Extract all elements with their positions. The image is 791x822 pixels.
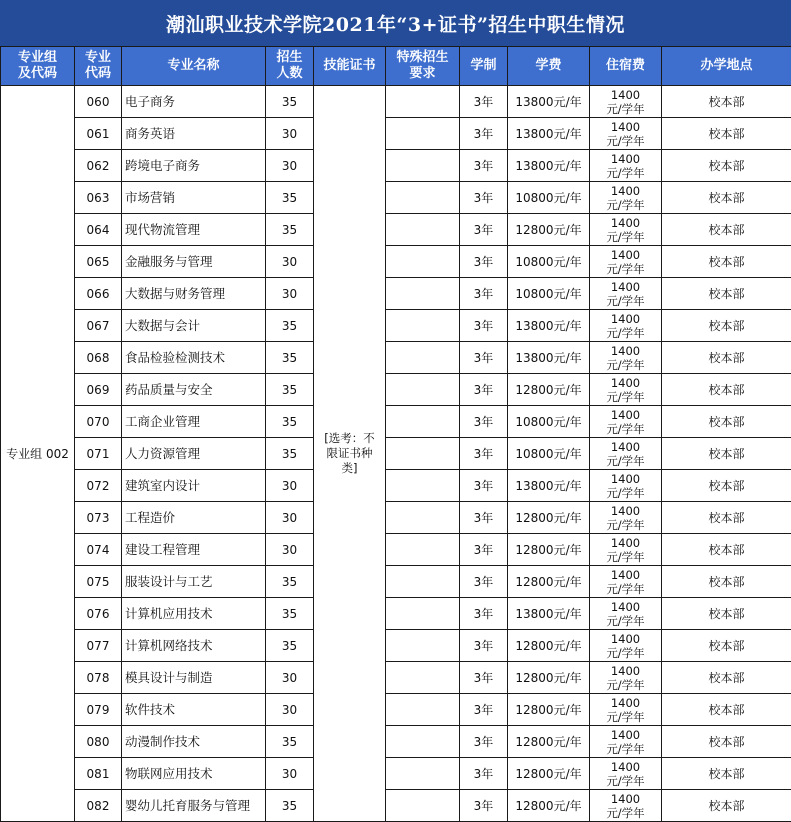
lodging-cell <box>590 470 662 502</box>
lodging-text-line: 元/学年 <box>606 678 644 692</box>
tuition-cell: 12800元/年 <box>508 374 590 406</box>
lodging-text-line: 元/学年 <box>606 774 644 788</box>
table-row <box>1 214 791 246</box>
table-row <box>1 694 791 726</box>
major-name-cell: 计算机应用技术 <box>122 598 266 630</box>
major-name-cell: 商务英语 <box>122 118 266 150</box>
lodging-text-line: 元/学年 <box>606 166 644 180</box>
table-row <box>1 278 791 310</box>
quota-cell: 30 <box>266 758 314 790</box>
code-cell: 077 <box>75 630 122 662</box>
major-name-cell: 服装设计与工艺 <box>122 566 266 598</box>
lodging-cell <box>590 630 662 662</box>
major-name-cell: 大数据与财务管理 <box>122 278 266 310</box>
location-cell: 校本部 <box>662 598 791 630</box>
tuition-cell: 12800元/年 <box>508 694 590 726</box>
lodging-cell <box>590 118 662 150</box>
tuition-cell: 12800元/年 <box>508 630 590 662</box>
lodging-cell <box>590 726 662 758</box>
cert-text-line: 限证书种 <box>327 446 373 460</box>
tuition-cell: 10800元/年 <box>508 182 590 214</box>
lodging-text-line: 1400 <box>611 440 640 454</box>
major-name-cell: 食品检验检测技术 <box>122 342 266 374</box>
lodging-cell <box>590 246 662 278</box>
lodging-cell <box>590 86 662 118</box>
lodging-text-line: 1400 <box>611 472 640 486</box>
location-cell: 校本部 <box>662 246 791 278</box>
code-cell: 080 <box>75 726 122 758</box>
special-cell <box>386 278 460 310</box>
quota-cell: 30 <box>266 470 314 502</box>
lodging-cell <box>590 566 662 598</box>
tuition-cell: 13800元/年 <box>508 150 590 182</box>
duration-cell: 3年 <box>460 246 508 278</box>
duration-cell: 3年 <box>460 374 508 406</box>
location-cell: 校本部 <box>662 630 791 662</box>
enrollment-table <box>0 46 791 822</box>
lodging-cell <box>590 502 662 534</box>
header-tuition: 学费 <box>508 47 590 86</box>
lodging-text-line: 元/学年 <box>606 230 644 244</box>
duration-cell: 3年 <box>460 182 508 214</box>
lodging-text-line: 1400 <box>611 728 640 742</box>
duration-cell: 3年 <box>460 694 508 726</box>
code-cell: 074 <box>75 534 122 566</box>
tuition-cell: 13800元/年 <box>508 470 590 502</box>
table-row <box>1 630 791 662</box>
major-name-cell: 建筑室内设计 <box>122 470 266 502</box>
major-name-cell: 大数据与会计 <box>122 310 266 342</box>
lodging-text-line: 1400 <box>611 792 640 806</box>
table-row <box>1 598 791 630</box>
lodging-cell <box>590 214 662 246</box>
quota-cell: 30 <box>266 662 314 694</box>
special-cell <box>386 246 460 278</box>
special-cell <box>386 86 460 118</box>
lodging-text-line: 元/学年 <box>606 582 644 596</box>
major-name-cell: 跨境电子商务 <box>122 150 266 182</box>
tuition-cell: 10800元/年 <box>508 438 590 470</box>
duration-cell: 3年 <box>460 150 508 182</box>
major-name-cell: 模具设计与制造 <box>122 662 266 694</box>
quota-cell: 35 <box>266 214 314 246</box>
table-row <box>1 534 791 566</box>
code-cell: 064 <box>75 214 122 246</box>
duration-cell: 3年 <box>460 118 508 150</box>
lodging-cell <box>590 374 662 406</box>
tuition-cell: 12800元/年 <box>508 790 590 822</box>
location-cell: 校本部 <box>662 534 791 566</box>
cert-cell <box>314 86 386 822</box>
duration-cell: 3年 <box>460 406 508 438</box>
major-name-cell: 工商企业管理 <box>122 406 266 438</box>
location-cell: 校本部 <box>662 214 791 246</box>
quota-cell: 30 <box>266 694 314 726</box>
code-cell: 082 <box>75 790 122 822</box>
lodging-text-line: 1400 <box>611 568 640 582</box>
lodging-text-line: 1400 <box>611 216 640 230</box>
lodging-cell <box>590 182 662 214</box>
special-cell <box>386 758 460 790</box>
lodging-text-line: 元/学年 <box>606 422 644 436</box>
lodging-text-line: 元/学年 <box>606 358 644 372</box>
location-cell: 校本部 <box>662 470 791 502</box>
lodging-text-line: 元/学年 <box>606 518 644 532</box>
duration-cell: 3年 <box>460 214 508 246</box>
table-row <box>1 310 791 342</box>
tuition-cell: 13800元/年 <box>508 342 590 374</box>
tuition-cell: 13800元/年 <box>508 598 590 630</box>
quota-cell: 35 <box>266 630 314 662</box>
table-row <box>1 438 791 470</box>
table-row <box>1 246 791 278</box>
special-cell <box>386 118 460 150</box>
special-cell <box>386 502 460 534</box>
duration-cell: 3年 <box>460 470 508 502</box>
major-name-cell: 现代物流管理 <box>122 214 266 246</box>
location-cell: 校本部 <box>662 662 791 694</box>
lodging-cell <box>590 342 662 374</box>
location-cell: 校本部 <box>662 758 791 790</box>
tuition-cell: 12800元/年 <box>508 534 590 566</box>
duration-cell: 3年 <box>460 630 508 662</box>
lodging-text-line: 1400 <box>611 280 640 294</box>
table-body <box>1 86 791 822</box>
group-cell: 专业组 002 <box>1 86 75 822</box>
quota-cell: 35 <box>266 374 314 406</box>
code-cell: 075 <box>75 566 122 598</box>
header-code: 专业 代码 <box>75 47 122 86</box>
quota-cell: 35 <box>266 790 314 822</box>
lodging-text-line: 元/学年 <box>606 806 644 820</box>
quota-cell: 35 <box>266 438 314 470</box>
code-cell: 069 <box>75 374 122 406</box>
major-name-cell: 婴幼儿托育服务与管理 <box>122 790 266 822</box>
special-cell <box>386 438 460 470</box>
lodging-text-line: 元/学年 <box>606 742 644 756</box>
major-name-cell: 市场营销 <box>122 182 266 214</box>
special-cell <box>386 214 460 246</box>
table-row <box>1 470 791 502</box>
header-location: 办学地点 <box>662 47 791 86</box>
table-row <box>1 182 791 214</box>
duration-cell: 3年 <box>460 726 508 758</box>
duration-cell: 3年 <box>460 438 508 470</box>
special-cell <box>386 534 460 566</box>
major-name-cell: 工程造价 <box>122 502 266 534</box>
lodging-cell <box>590 310 662 342</box>
major-name-cell: 动漫制作技术 <box>122 726 266 758</box>
table-row <box>1 726 791 758</box>
page-title: 潮汕职业技术学院2021年“3+证书”招生中职生情况 <box>0 0 791 46</box>
quota-cell: 30 <box>266 502 314 534</box>
table-row <box>1 502 791 534</box>
code-cell: 076 <box>75 598 122 630</box>
location-cell: 校本部 <box>662 374 791 406</box>
location-cell: 校本部 <box>662 86 791 118</box>
special-cell <box>386 470 460 502</box>
code-cell: 073 <box>75 502 122 534</box>
lodging-text-line: 元/学年 <box>606 550 644 564</box>
cert-text-line: 类] <box>342 461 358 475</box>
lodging-text-line: 元/学年 <box>606 294 644 308</box>
location-cell: 校本部 <box>662 726 791 758</box>
header-row <box>1 47 791 86</box>
lodging-cell <box>590 662 662 694</box>
tuition-cell: 12800元/年 <box>508 662 590 694</box>
lodging-text-line: 元/学年 <box>606 102 644 116</box>
major-name-cell: 物联网应用技术 <box>122 758 266 790</box>
quota-cell: 35 <box>266 406 314 438</box>
lodging-text-line: 1400 <box>611 664 640 678</box>
code-cell: 068 <box>75 342 122 374</box>
header-duration: 学制 <box>460 47 508 86</box>
duration-cell: 3年 <box>460 790 508 822</box>
header-special: 特殊招生 要求 <box>386 47 460 86</box>
lodging-text-line: 1400 <box>611 152 640 166</box>
lodging-text-line: 1400 <box>611 312 640 326</box>
lodging-text-line: 元/学年 <box>606 710 644 724</box>
tuition-cell: 10800元/年 <box>508 278 590 310</box>
location-cell: 校本部 <box>662 118 791 150</box>
location-cell: 校本部 <box>662 182 791 214</box>
tuition-cell: 12800元/年 <box>508 214 590 246</box>
lodging-text-line: 1400 <box>611 248 640 262</box>
special-cell <box>386 182 460 214</box>
code-cell: 072 <box>75 470 122 502</box>
tuition-cell: 12800元/年 <box>508 726 590 758</box>
table-row <box>1 342 791 374</box>
special-cell <box>386 406 460 438</box>
lodging-text-line: 1400 <box>611 696 640 710</box>
quota-cell: 35 <box>266 310 314 342</box>
table-row <box>1 758 791 790</box>
location-cell: 校本部 <box>662 694 791 726</box>
tuition-cell: 10800元/年 <box>508 246 590 278</box>
code-cell: 071 <box>75 438 122 470</box>
location-cell: 校本部 <box>662 310 791 342</box>
lodging-cell <box>590 150 662 182</box>
quota-cell: 30 <box>266 246 314 278</box>
location-cell: 校本部 <box>662 790 791 822</box>
special-cell <box>386 310 460 342</box>
major-name-cell: 金融服务与管理 <box>122 246 266 278</box>
duration-cell: 3年 <box>460 662 508 694</box>
quota-cell: 35 <box>266 566 314 598</box>
tuition-cell: 13800元/年 <box>508 86 590 118</box>
table-row <box>1 566 791 598</box>
tuition-cell: 13800元/年 <box>508 310 590 342</box>
lodging-text-line: 元/学年 <box>606 262 644 276</box>
code-cell: 060 <box>75 86 122 118</box>
lodging-text-line: 元/学年 <box>606 454 644 468</box>
duration-cell: 3年 <box>460 566 508 598</box>
location-cell: 校本部 <box>662 438 791 470</box>
header-quota: 招生 人数 <box>266 47 314 86</box>
special-cell <box>386 566 460 598</box>
major-name-cell: 建设工程管理 <box>122 534 266 566</box>
header-cert: 技能证书 <box>314 47 386 86</box>
lodging-text-line: 1400 <box>611 536 640 550</box>
header-group: 专业组 及代码 <box>1 47 75 86</box>
special-cell <box>386 374 460 406</box>
lodging-text-line: 1400 <box>611 600 640 614</box>
duration-cell: 3年 <box>460 758 508 790</box>
code-cell: 070 <box>75 406 122 438</box>
table-row <box>1 662 791 694</box>
lodging-text-line: 1400 <box>611 88 640 102</box>
lodging-cell <box>590 278 662 310</box>
lodging-text-line: 元/学年 <box>606 134 644 148</box>
major-name-cell: 药品质量与安全 <box>122 374 266 406</box>
code-cell: 078 <box>75 662 122 694</box>
major-name-cell: 计算机网络技术 <box>122 630 266 662</box>
lodging-cell <box>590 758 662 790</box>
lodging-cell <box>590 694 662 726</box>
code-cell: 081 <box>75 758 122 790</box>
major-name-cell: 人力资源管理 <box>122 438 266 470</box>
location-cell: 校本部 <box>662 502 791 534</box>
lodging-text-line: 1400 <box>611 632 640 646</box>
lodging-text-line: 元/学年 <box>606 198 644 212</box>
code-cell: 063 <box>75 182 122 214</box>
table-row <box>1 118 791 150</box>
header-lodging: 住宿费 <box>590 47 662 86</box>
duration-cell: 3年 <box>460 534 508 566</box>
table-row <box>1 790 791 822</box>
quota-cell: 35 <box>266 182 314 214</box>
location-cell: 校本部 <box>662 278 791 310</box>
lodging-text-line: 元/学年 <box>606 486 644 500</box>
code-cell: 066 <box>75 278 122 310</box>
lodging-text-line: 1400 <box>611 760 640 774</box>
lodging-text-line: 1400 <box>611 120 640 134</box>
special-cell <box>386 694 460 726</box>
table-row <box>1 406 791 438</box>
duration-cell: 3年 <box>460 278 508 310</box>
quota-cell: 30 <box>266 278 314 310</box>
lodging-text-line: 元/学年 <box>606 614 644 628</box>
lodging-text-line: 1400 <box>611 376 640 390</box>
duration-cell: 3年 <box>460 598 508 630</box>
special-cell <box>386 662 460 694</box>
lodging-text-line: 1400 <box>611 408 640 422</box>
quota-cell: 30 <box>266 118 314 150</box>
quota-cell: 30 <box>266 150 314 182</box>
duration-cell: 3年 <box>460 310 508 342</box>
special-cell <box>386 598 460 630</box>
special-cell <box>386 150 460 182</box>
location-cell: 校本部 <box>662 566 791 598</box>
lodging-cell <box>590 406 662 438</box>
quota-cell: 35 <box>266 342 314 374</box>
lodging-cell <box>590 534 662 566</box>
duration-cell: 3年 <box>460 86 508 118</box>
lodging-text-line: 1400 <box>611 504 640 518</box>
code-cell: 061 <box>75 118 122 150</box>
tuition-cell: 13800元/年 <box>508 118 590 150</box>
lodging-text-line: 1400 <box>611 184 640 198</box>
quota-cell: 35 <box>266 86 314 118</box>
code-cell: 079 <box>75 694 122 726</box>
major-name-cell: 电子商务 <box>122 86 266 118</box>
table-row <box>1 150 791 182</box>
tuition-cell: 12800元/年 <box>508 502 590 534</box>
table-row <box>1 374 791 406</box>
special-cell <box>386 630 460 662</box>
tuition-cell: 10800元/年 <box>508 406 590 438</box>
lodging-text-line: 1400 <box>611 344 640 358</box>
duration-cell: 3年 <box>460 342 508 374</box>
special-cell <box>386 342 460 374</box>
lodging-text-line: 元/学年 <box>606 390 644 404</box>
duration-cell: 3年 <box>460 502 508 534</box>
lodging-cell <box>590 790 662 822</box>
major-name-cell: 软件技术 <box>122 694 266 726</box>
lodging-cell <box>590 598 662 630</box>
location-cell: 校本部 <box>662 406 791 438</box>
header-name: 专业名称 <box>122 47 266 86</box>
quota-cell: 35 <box>266 598 314 630</box>
lodging-text-line: 元/学年 <box>606 646 644 660</box>
code-cell: 065 <box>75 246 122 278</box>
quota-cell: 35 <box>266 726 314 758</box>
quota-cell: 30 <box>266 534 314 566</box>
location-cell: 校本部 <box>662 342 791 374</box>
lodging-cell <box>590 438 662 470</box>
code-cell: 067 <box>75 310 122 342</box>
lodging-text-line: 元/学年 <box>606 326 644 340</box>
special-cell <box>386 726 460 758</box>
location-cell: 校本部 <box>662 150 791 182</box>
special-cell <box>386 790 460 822</box>
table-row <box>1 86 791 118</box>
tuition-cell: 12800元/年 <box>508 566 590 598</box>
code-cell: 062 <box>75 150 122 182</box>
tuition-cell: 12800元/年 <box>508 758 590 790</box>
cert-text-line: [选考：不 <box>324 431 375 445</box>
